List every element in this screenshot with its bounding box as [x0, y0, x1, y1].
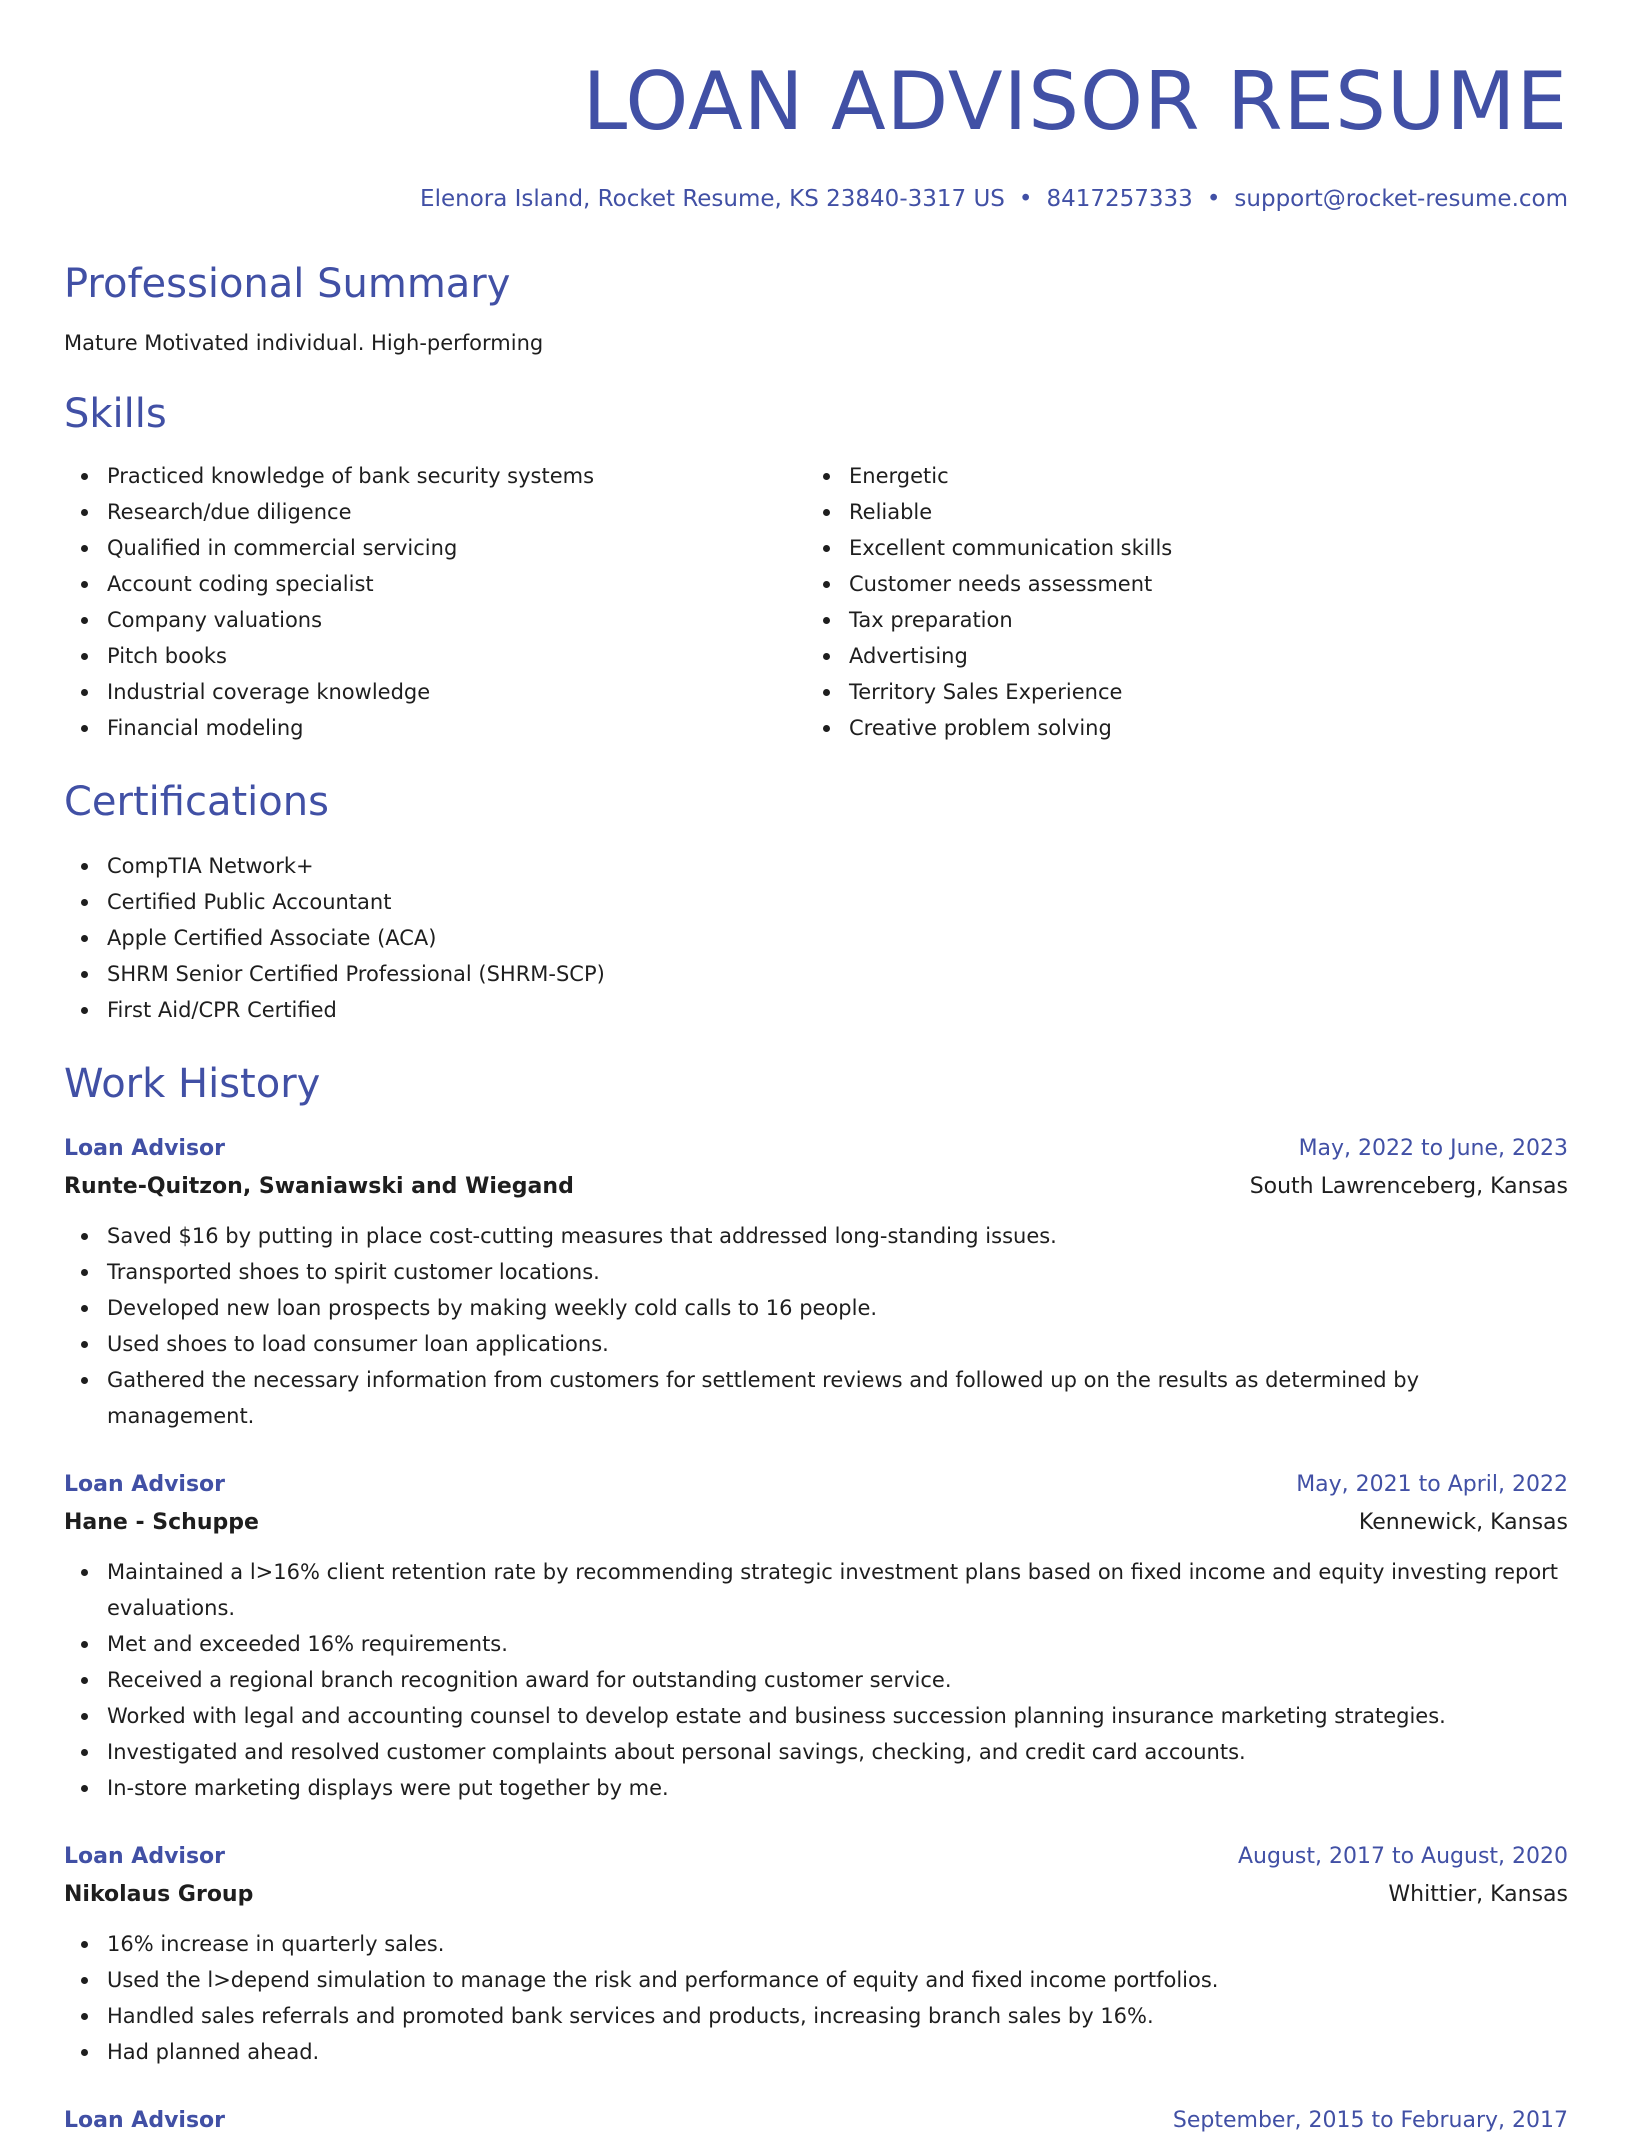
skill-item: Qualified in commercial servicing: [107, 530, 806, 566]
job-company: Nikolaus Group: [64, 1882, 254, 1907]
job-entry: [64, 1842, 1568, 2070]
skill-item: Pitch books: [107, 638, 806, 674]
job-dates: August, 2017 to August, 2020: [1238, 1844, 1568, 1869]
job-dates: May, 2022 to June, 2023: [1298, 1136, 1568, 1161]
job-bullet: Developed new loan prospects by making weekly cold calls to 16 people.: [107, 1290, 1568, 1326]
job-entry: [64, 1470, 1568, 1806]
contact-separator: •: [1206, 186, 1221, 212]
skills-right-column: [806, 458, 1548, 746]
job-bullet: In-store marketing displays were put together by me.: [107, 1770, 1568, 1806]
job-bullet: Used the l>depend simulation to manage the risk and performance of equity and fixed income portfolios.: [107, 1962, 1568, 1998]
skill-item: Company valuations: [107, 602, 806, 638]
certification-item: First Aid/CPR Certified: [107, 992, 1568, 1028]
job-company: Runte-Quitzon, Swaniawski and Wiegand: [64, 1174, 574, 1199]
skill-item: Industrial coverage knowledge: [107, 674, 806, 710]
skill-item: Research/due diligence: [107, 494, 806, 530]
certification-item: SHRM Senior Certified Professional (SHRM-SCP): [107, 956, 1568, 992]
summary-text: Mature Motivated individual. High-performing: [64, 331, 544, 355]
contact-address: Elenora Island, Rocket Resume, KS 23840-3317 US: [420, 186, 1005, 212]
job-title: Loan Advisor: [64, 1844, 226, 1869]
job-dates: May, 2021 to April, 2022: [1296, 1472, 1568, 1497]
skill-item: Account coding specialist: [107, 566, 806, 602]
skill-item: Practiced knowledge of bank security systems: [107, 458, 806, 494]
resume-page: [64, 0, 1568, 2136]
work-history-heading: Work History: [64, 1061, 321, 1107]
skills-columns: [64, 458, 1568, 746]
job-entry: [64, 1134, 1568, 1434]
job-header-row: [64, 2106, 1568, 2136]
skill-item: Territory Sales Experience: [849, 674, 1548, 710]
certification-item: Certified Public Accountant: [107, 884, 1568, 920]
skill-item: Advertising: [849, 638, 1548, 674]
certification-item: CompTIA Network+: [107, 848, 1568, 884]
job-bullet: Worked with legal and accounting counsel to develop estate and business succession planning insurance marketing strategies.: [107, 1698, 1568, 1734]
job-bullet: Had planned ahead.: [107, 2034, 1568, 2070]
skill-item: Financial modeling: [107, 710, 806, 746]
certifications-list: [64, 848, 1568, 1028]
contact-phone: 8417257333: [1046, 186, 1193, 212]
job-bullet: Handled sales referrals and promoted bank services and products, increasing branch sales by 16%.: [107, 1998, 1568, 2034]
job-title: Loan Advisor: [64, 2108, 226, 2133]
skill-item: Creative problem solving: [849, 710, 1548, 746]
job-title: Loan Advisor: [64, 1472, 226, 1497]
job-bullets: [64, 1926, 1568, 2070]
job-bullet: Investigated and resolved customer complaints about personal savings, checking, and credit card accounts.: [107, 1734, 1568, 1770]
job-header-row: [64, 1842, 1568, 1872]
job-bullets: [64, 1218, 1568, 1434]
skill-item: Energetic: [849, 458, 1548, 494]
job-bullet: Used shoes to load consumer loan applications.: [107, 1326, 1568, 1362]
skill-item: Customer needs assessment: [849, 566, 1548, 602]
skill-item: Tax preparation: [849, 602, 1548, 638]
certification-item: Apple Certified Associate (ACA): [107, 920, 1568, 956]
job-company: Hane - Schuppe: [64, 1510, 259, 1535]
job-location: Kennewick, Kansas: [1358, 1510, 1568, 1535]
resume-title: LOAN ADVISOR RESUME: [582, 55, 1568, 148]
job-bullet: Received a regional branch recognition award for outstanding customer service.: [107, 1662, 1568, 1698]
job-location: Whittier, Kansas: [1388, 1882, 1568, 1907]
skills-left-column: [64, 458, 806, 746]
job-dates: September, 2015 to February, 2017: [1172, 2108, 1568, 2133]
job-bullet: Transported shoes to spirit customer locations.: [107, 1254, 1568, 1290]
contact-separator: •: [1018, 186, 1033, 212]
skills-heading: Skills: [64, 391, 167, 437]
job-bullet: Gathered the necessary information from customers for settlement reviews and followed up on the results as determined by management.: [107, 1362, 1568, 1434]
certifications-heading: Certifications: [64, 779, 329, 825]
job-header-row: [64, 1134, 1568, 1164]
job-company-row: [64, 1164, 1568, 1202]
job-company-row: [64, 1500, 1568, 1538]
job-location: South Lawrenceberg, Kansas: [1249, 1174, 1568, 1199]
job-bullet: Maintained a l>16% client retention rate by recommending strategic investment plans based on fixed income and equity investing report evaluations.: [107, 1554, 1568, 1626]
job-bullet: Met and exceeded 16% requirements.: [107, 1626, 1568, 1662]
job-company-row: [64, 1872, 1568, 1910]
job-entry: [64, 2106, 1568, 2136]
skill-item: Excellent communication skills: [849, 530, 1548, 566]
contact-line: [64, 184, 1568, 214]
job-title: Loan Advisor: [64, 1136, 226, 1161]
job-bullets: [64, 1554, 1568, 1806]
contact-email[interactable]: support@rocket-resume.com: [1234, 186, 1568, 212]
job-header-row: [64, 1470, 1568, 1500]
job-bullet: 16% increase in quarterly sales.: [107, 1926, 1568, 1962]
summary-heading: Professional Summary: [64, 261, 511, 307]
skill-item: Reliable: [849, 494, 1548, 530]
job-bullet: Saved $16 by putting in place cost-cutting measures that addressed long-standing issues.: [107, 1218, 1568, 1254]
